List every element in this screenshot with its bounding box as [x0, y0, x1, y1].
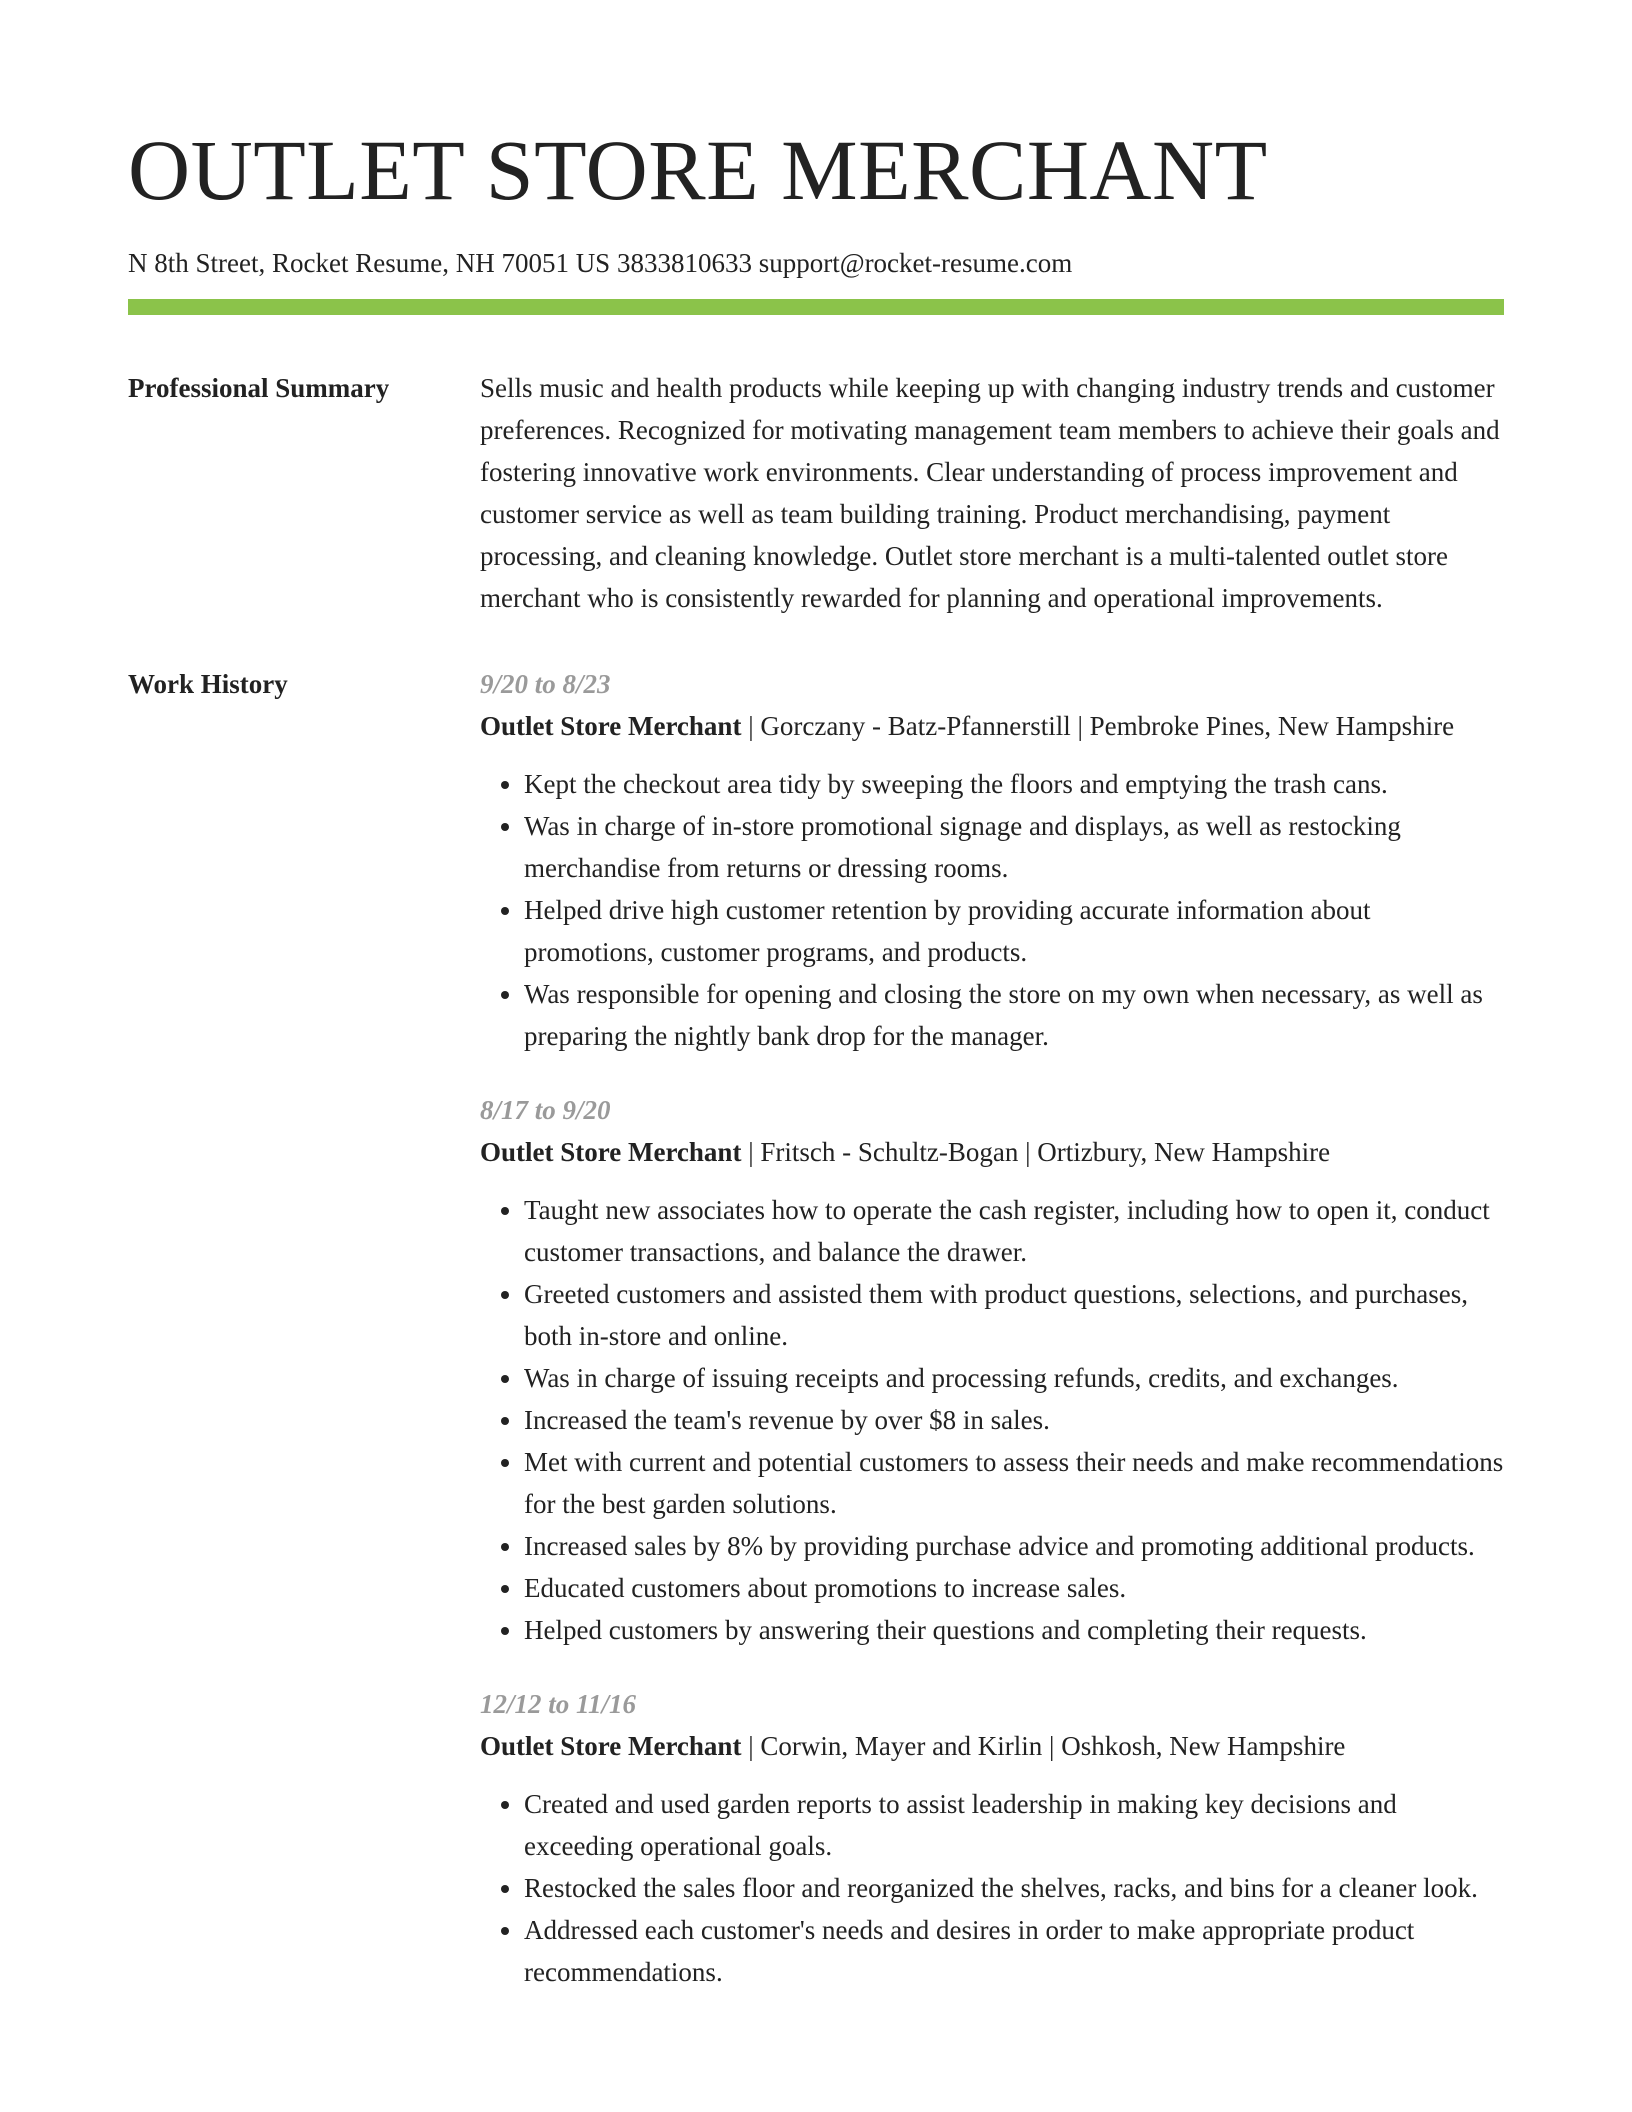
job-details: | Corwin, Mayer and Kirlin | Oshkosh, New Hampshire [741, 1731, 1346, 1761]
job-entry [480, 1089, 1504, 1651]
header-divider [128, 299, 1504, 315]
summary-heading: Professional Summary [128, 373, 390, 403]
job-dates: 12/12 to 11/16 [480, 1689, 637, 1719]
job-bullet: • Educated customers about promotions to increase sales. [524, 1567, 1504, 1609]
job-bullet: • Increased the team's revenue by over $8 in sales. [524, 1399, 1504, 1441]
job-bullet: • Kept the checkout area tidy by sweeping the floors and emptying the trash cans. [524, 763, 1504, 805]
job-bullets [480, 1783, 1504, 1993]
job-bullet: • Helped drive high customer retention by providing accurate information about promotions, customer programs, and products. [524, 889, 1504, 973]
work-history-section [128, 663, 1504, 2025]
job-details: | Gorczany - Batz-Pfannerstill | Pembroke Pines, New Hampshire [741, 711, 1455, 741]
job-entry [480, 663, 1504, 1057]
job-bullets [480, 763, 1504, 1057]
job-heading [480, 705, 1504, 747]
resume-page [128, 120, 1504, 2025]
work-history-heading: Work History [128, 669, 288, 699]
job-dates: 8/17 to 9/20 [480, 1095, 611, 1125]
contact-line: N 8th Street, Rocket Resume, NH 70051 US 3833810633 support@rocket-resume.com [128, 248, 1073, 278]
job-heading [480, 1725, 1504, 1767]
job-title: Outlet Store Merchant [480, 711, 742, 741]
job-dates: 9/20 to 8/23 [480, 669, 611, 699]
job-bullet: • Restocked the sales floor and reorganized the shelves, racks, and bins for a cleaner look. [524, 1867, 1504, 1909]
job-bullet: • Created and used garden reports to assist leadership in making key decisions and exceeding operational goals. [524, 1783, 1504, 1867]
job-bullet: • Increased sales by 8% by providing purchase advice and promoting additional products. [524, 1525, 1504, 1567]
job-entry [480, 1683, 1504, 1993]
applicant-name: OUTLET STORE MERCHANT [128, 122, 1268, 218]
job-bullet: • Greeted customers and assisted them with product questions, selections, and purchases, both in-store and online. [524, 1273, 1504, 1357]
summary-section [128, 367, 1504, 619]
job-bullet: • Was responsible for opening and closing the store on my own when necessary, as well as preparing the nightly bank drop for the manager. [524, 973, 1504, 1057]
job-title: Outlet Store Merchant [480, 1731, 742, 1761]
job-heading [480, 1131, 1504, 1173]
summary-text: Sells music and health products while keeping up with changing industry trends and customer preferences. Recognized for motivating management team members to achieve their goals and fostering innovative work environments. Clear understanding of process improvement and customer service as well as team building training. Product merchandising, payment processing, and cleaning knowledge. Outlet store merchant is a multi-talented outlet store merchant who is consistently rewarded for planning and operational improvements. [480, 373, 1500, 613]
job-bullet: • Taught new associates how to operate the cash register, including how to open it, conduct customer transactions, and balance the drawer. [524, 1189, 1504, 1273]
job-bullet: • Helped customers by answering their questions and completing their requests. [524, 1609, 1504, 1651]
job-bullet: • Was in charge of issuing receipts and processing refunds, credits, and exchanges. [524, 1357, 1504, 1399]
job-title: Outlet Store Merchant [480, 1137, 742, 1167]
job-bullet: • Addressed each customer's needs and desires in order to make appropriate product recommendations. [524, 1909, 1504, 1993]
job-details: | Fritsch - Schultz-Bogan | Ortizbury, New Hampshire [741, 1137, 1331, 1167]
work-history-list [480, 663, 1504, 2025]
job-bullets [480, 1189, 1504, 1651]
job-bullet: • Was in charge of in-store promotional signage and displays, as well as restocking merchandise from returns or dressing rooms. [524, 805, 1504, 889]
job-bullet: • Met with current and potential customers to assess their needs and make recommendations for the best garden solutions. [524, 1441, 1504, 1525]
